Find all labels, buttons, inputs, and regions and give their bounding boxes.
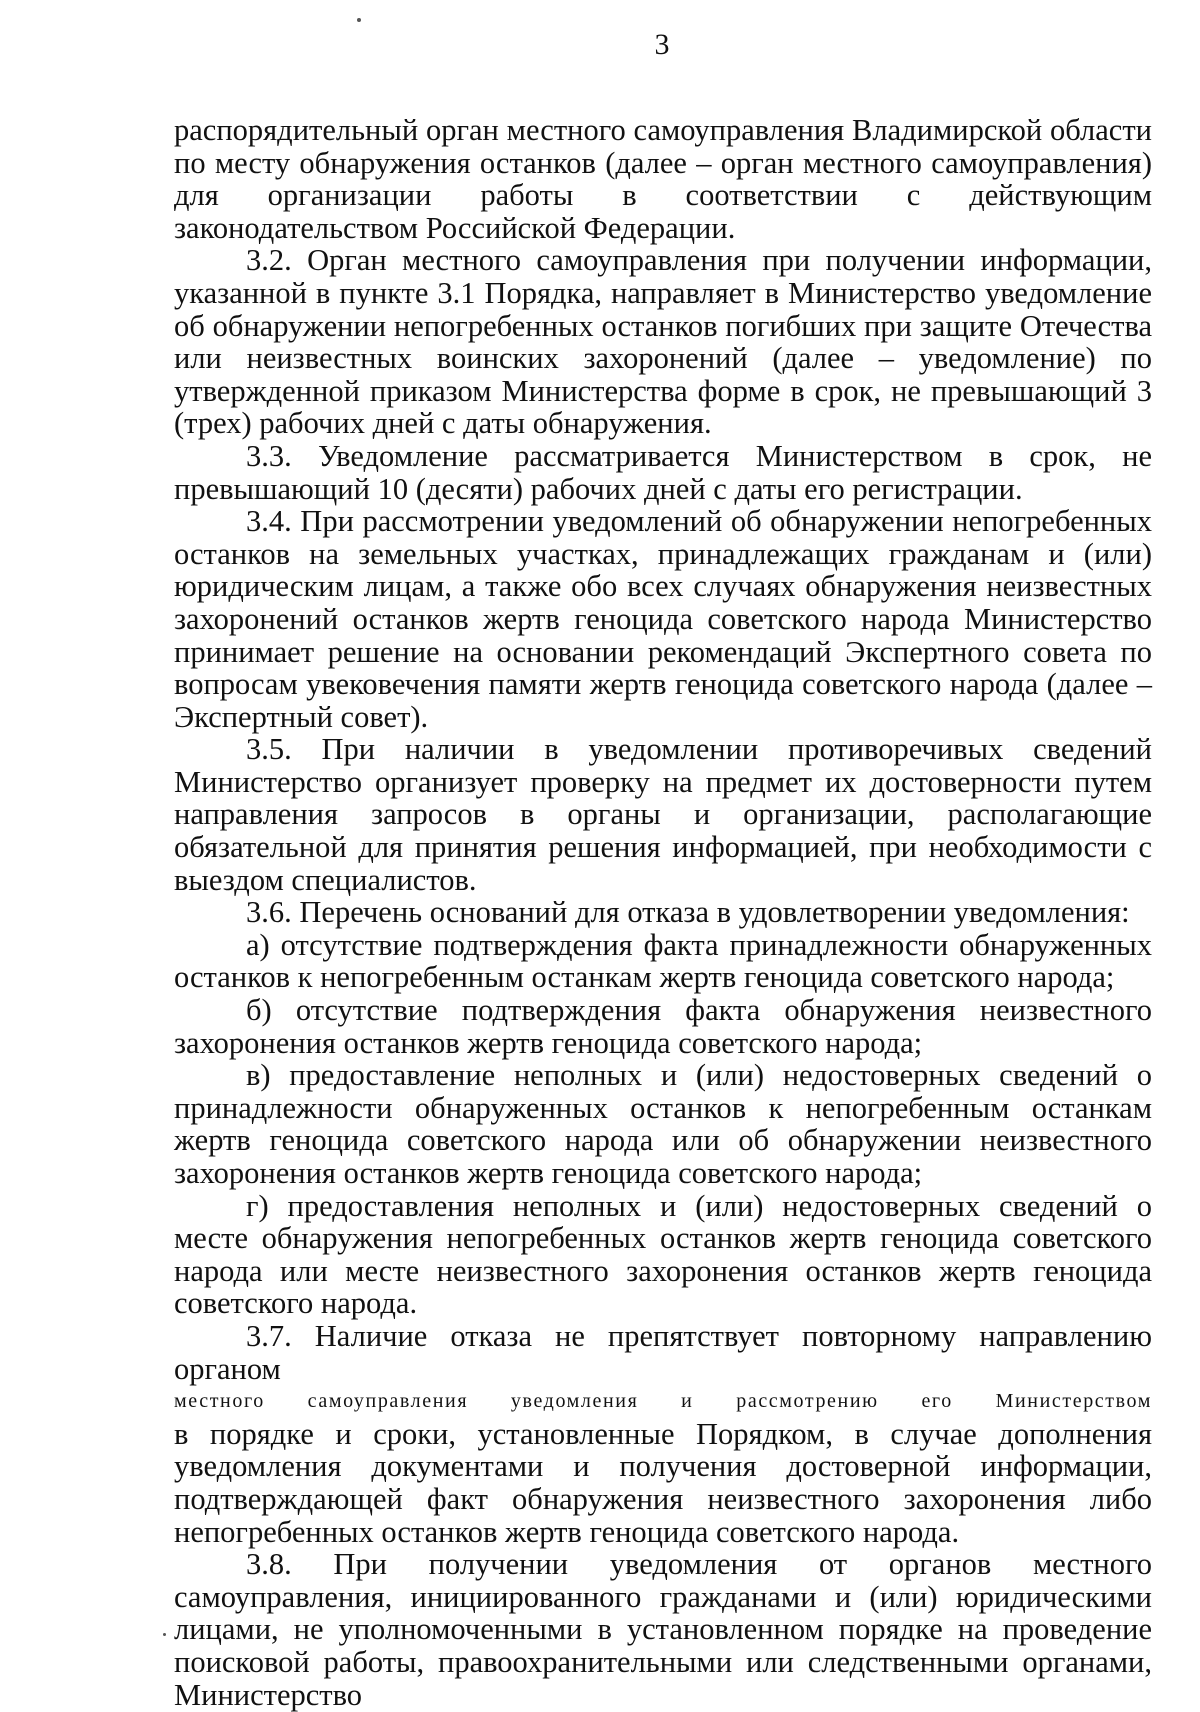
paragraph-3-8: 3.8. При получении уведомления от органов местного самоуправления, инициированного гражданами и (или) юридическими лицами, не уполномоченными в установленном порядке на проведение поисковой работы, правоохранительными или следственными органами, Министерство	[174, 1547, 1152, 1712]
paragraph-3-2: 3.2. Орган местного самоуправления при получении информации, указанной в пункте 3.1 Порядка, направляет в Министерство уведомление об обнаружении непогребенных останков погибших при защите Отечества или неизвестных воинских захоронений (далее – уведомление) по утвержденной приказом Министерства форме в срок, не превышающий 3 (трех) рабочих дней с даты обнаружения.	[174, 243, 1152, 441]
list-item-v: в) предоставление неполных и (или) недостоверных сведений о принадлежности обнаруженных останков к непогребенным останкам жертв геноцида советского народа или об обнаружении неизвестного захоронения останков жертв геноцида советского народа;	[174, 1058, 1152, 1190]
list-item-a: а) отсутствие подтверждения факта принадлежности обнаруженных останков к непогребенным останкам жертв геноцида советского народа;	[174, 927, 1152, 995]
list-item-g: г) предоставления неполных и (или) недостоверных сведений о месте обнаружения непогребенных останков жертв геноцида советского народа или месте неизвестного захоронения останков жертв геноцида советского народа.	[174, 1188, 1152, 1321]
document-body	[174, 114, 1152, 1711]
scan-speck	[163, 1633, 166, 1636]
paragraph-3-6: 3.6. Перечень оснований для отказа в удовлетворении уведомления:	[246, 895, 1130, 930]
paragraph-3-7-rest: в порядке и сроки, установленные Порядком, в случае дополнения уведомления документами и получения достоверной информации, подтверждающей факт обнаружения неизвестного захоронения либо непогребенных останков жертв геноцида советского народа.	[174, 1416, 1152, 1549]
page-number: 3	[654, 28, 670, 61]
paragraph-3-5: 3.5. При наличии в уведомлении противоречивых сведений Министерство организует проверку на предмет их достоверности путем направления запросов в органы и организации, располагающие обязательной для принятия решения информацией, при необходимости с выездом специалистов.	[174, 732, 1152, 897]
paragraph-3-7-small-line	[174, 1385, 1152, 1418]
paragraph-3-3: 3.3. Уведомление рассматривается Министерством в срок, не превышающий 10 (десяти) рабочих дней с даты его регистрации.	[174, 438, 1152, 506]
paragraph-3-7-small-text: местного самоуправления уведомления и рассмотрению его Министерством	[174, 1390, 1152, 1413]
paragraph-3-7-first-line: 3.7. Наличие отказа не препятствует повторному направлению органом	[174, 1318, 1152, 1386]
list-item-b: б) отсутствие подтверждения факта обнаружения неизвестного захоронения останков жертв геноцида советского народа;	[174, 993, 1152, 1060]
paragraph-intro: распорядительный орган местного самоуправления Владимирской области по месту обнаружения останков (далее – орган местного самоуправления) для организации работы в соответствии с действующим законодательством Российской Федерации.	[174, 113, 1152, 245]
paragraph-3-4: 3.4. При рассмотрении уведомлений об обнаружении непогребенных останков на земельных участках, принадлежащих гражданам и (или) юридическим лицам, а также обо всех случаях обнаружения неизвестных захоронений останков жертв геноцида советского народа Министерство принимает решение на основании рекомендаций Экспертного совета по вопросам увековечения памяти жертв геноцида советского народа (далее – Экспертный совет).	[174, 504, 1152, 734]
scan-speck	[357, 18, 361, 22]
